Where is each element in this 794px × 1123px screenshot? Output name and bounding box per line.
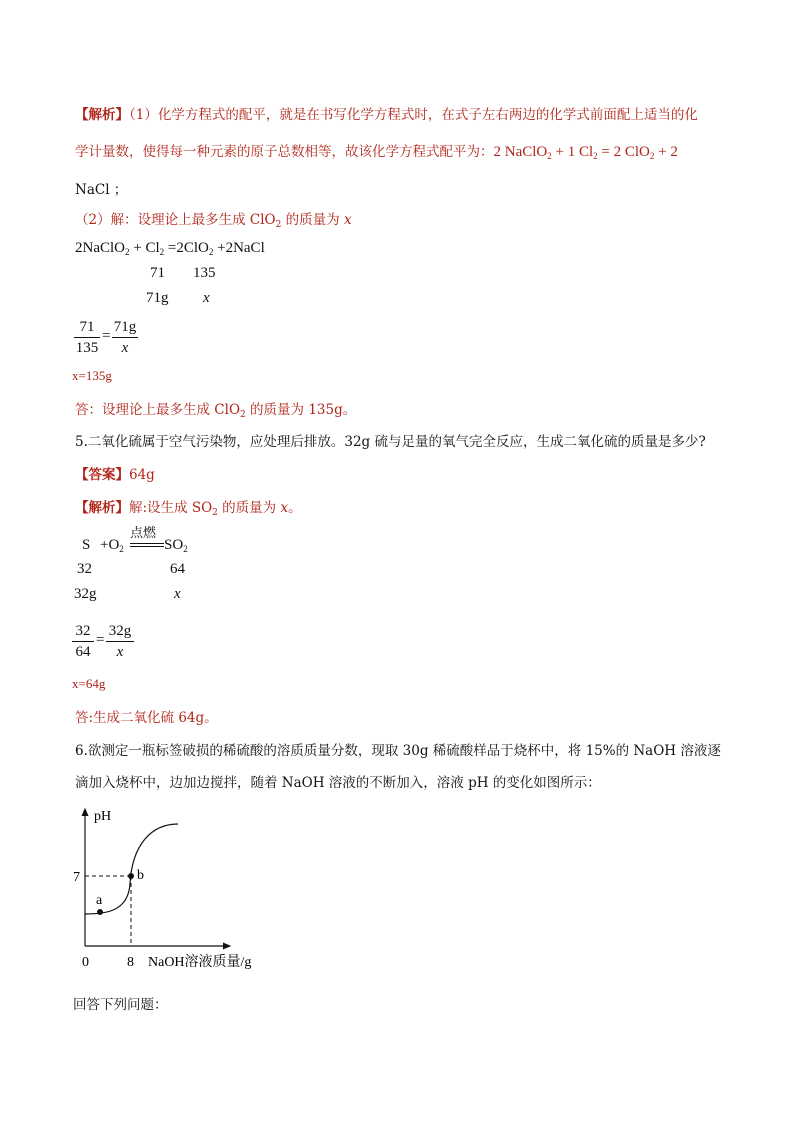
- origin-label: 0: [82, 955, 89, 970]
- fraction-left: 32 64: [72, 622, 94, 661]
- result-1: x=135g: [72, 368, 112, 383]
- equals-sign: =: [96, 632, 105, 648]
- analysis-line1: [75, 103, 698, 123]
- x-axis-label: NaOH溶液质量/g: [148, 955, 252, 970]
- fraction-right: 71g x: [113, 319, 137, 356]
- reaction-condition: 点燃: [130, 526, 157, 541]
- analysis-line2: [75, 140, 678, 161]
- fraction-right: 32g x: [106, 622, 134, 661]
- y-axis-label: pH: [94, 809, 112, 824]
- conclusion-5: 答:生成二氧化硫 64g。: [75, 710, 218, 726]
- inline-equation: 2 NaClO$_2$ + 1 $Cl_2 = 2$ ClO$_2$ + 2: [493, 144, 678, 161]
- point-a-label: a: [96, 893, 103, 908]
- y-tick-label: 7: [73, 870, 80, 885]
- question-6-line1: 6.欲测定一瓶标签破损的稀硫酸的溶质质量分数，现取 30g 稀硫酸样品于烧杯中，将 15%的 NaOH 溶液逐: [75, 743, 721, 759]
- relation-value: 32g: [74, 586, 97, 602]
- x-tick-label: 8: [127, 955, 134, 970]
- fraction-left: 71 135: [75, 319, 99, 356]
- relation-value: 32: [77, 561, 92, 577]
- chemical-equation-1: 2NaClO$_2$ + $Cl_2 =2ClO_2$ +2NaCl: [75, 240, 265, 257]
- eq5-s: S: [82, 537, 91, 553]
- point-a-marker: [97, 909, 103, 915]
- relation-value: x: [174, 586, 181, 602]
- reaction-arrow: [130, 543, 164, 547]
- analysis-text-2: 学计量数，使得每一种元素的原子总数相等，故该化学方程式配平为：: [75, 144, 494, 160]
- relation-value: 71: [150, 265, 165, 281]
- analysis-line3: NaCl ；: [75, 182, 128, 198]
- relation-value: 64: [170, 561, 185, 577]
- analysis-5: 【解析】解:设生成 $SO_2$ 的质量为 x。: [75, 500, 302, 518]
- relation-value: x: [203, 290, 210, 306]
- analysis-text: （1）化学方程式的配平，就是在书写化学方程式时，在式子左右两边的化学式前面配上适当的化: [129, 107, 698, 123]
- ph-chart: [60, 806, 280, 976]
- part2-setup: （2）解：设理论上最多生成 ClO$_2$ 的质量为 x: [75, 212, 352, 230]
- answer-1: 答：设理论上最多生成 ClO$_2$ 的质量为 135g。: [75, 402, 357, 420]
- point-b-label: b: [137, 868, 144, 883]
- question-6-line2: 滴加入烧杯中，边加边搅拌，随着 NaOH 溶液的不断加入，溶液 pH 的变化如图所示：: [75, 775, 601, 791]
- answer-5: 【答案】64g: [75, 467, 155, 483]
- question-5: 5.二氧化硫属于空气污染物，应处理后排放。32g 硫与足量的氧气完全反应，生成二氧化硫的质量是多少?: [75, 434, 706, 450]
- relation-value: 135: [193, 265, 216, 281]
- result-5: x=64g: [72, 676, 106, 691]
- question-6-prompt: 回答下列问题：: [73, 997, 168, 1013]
- relation-value: 71g: [146, 290, 169, 306]
- point-b-marker: [128, 873, 134, 879]
- equals-sign: =: [102, 328, 111, 344]
- eq5-o2: $+O_2$: [100, 537, 124, 554]
- analysis-tag: 【解析】: [75, 107, 129, 123]
- eq5-so2: $SO_2$: [164, 537, 188, 554]
